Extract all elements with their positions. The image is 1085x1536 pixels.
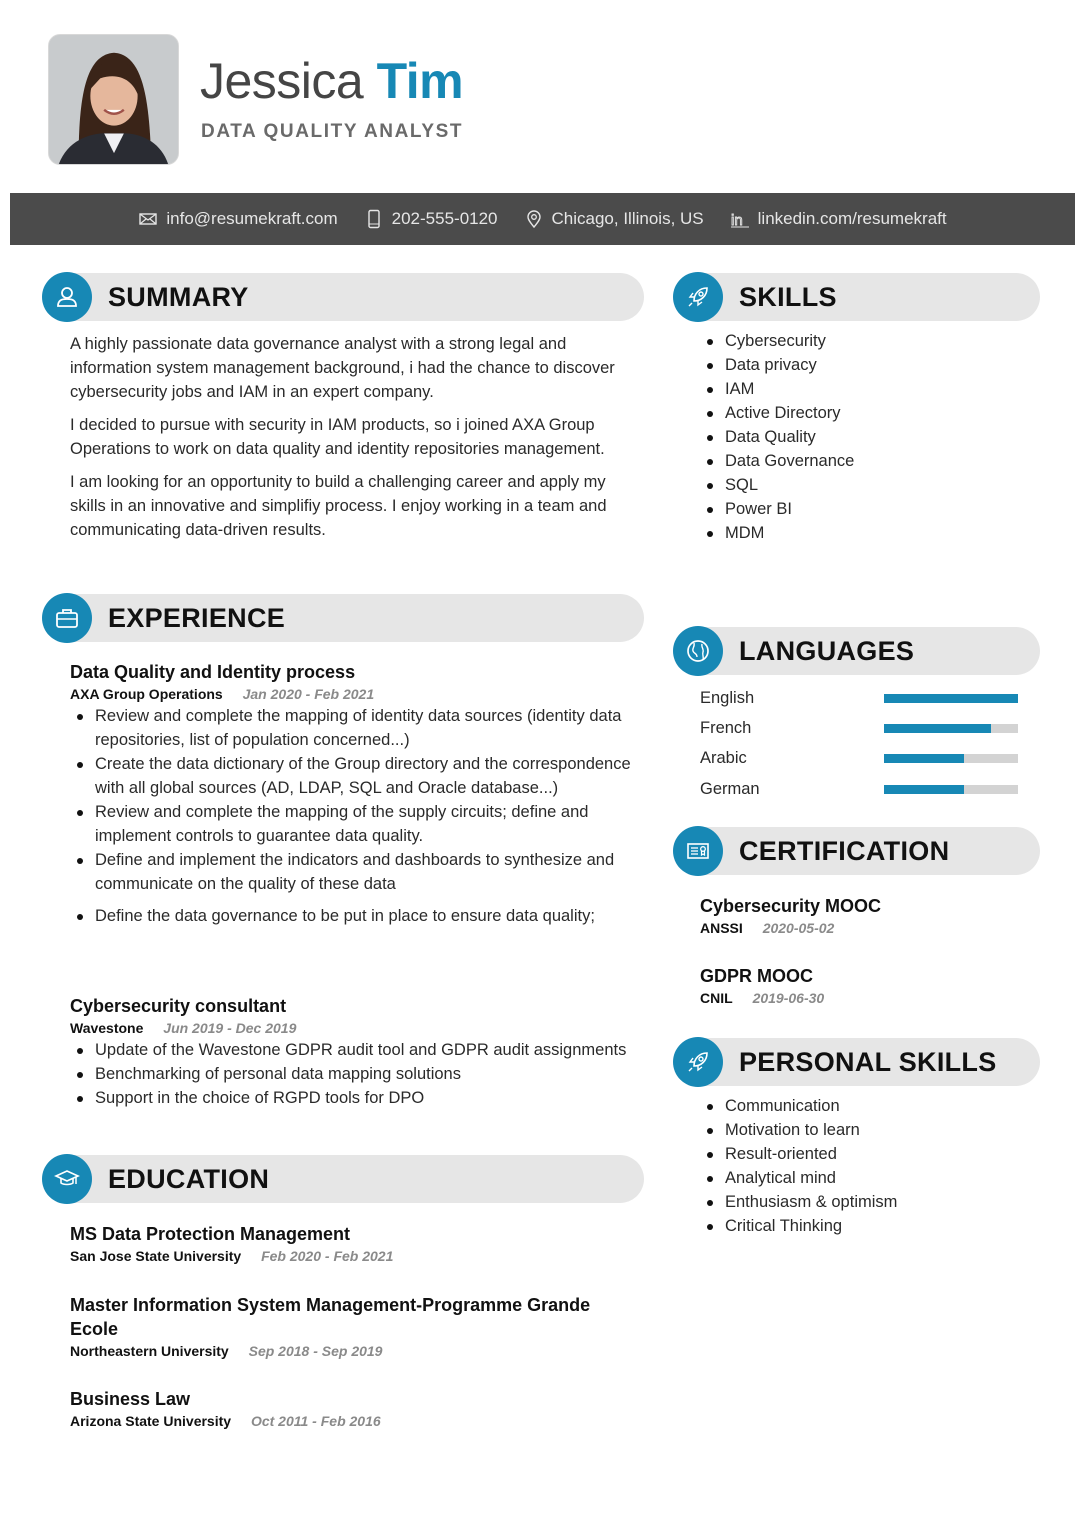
job-entry: [70, 994, 640, 1110]
certification-meta: [700, 988, 1030, 1008]
language-level-bar: [884, 785, 1018, 794]
education-entry: [70, 1293, 630, 1361]
certification-date: 2020-05-02: [762, 920, 835, 936]
language-level-bar: [884, 694, 1018, 703]
skill-item: Power BI: [700, 497, 1030, 521]
linkedin-icon: [730, 209, 750, 229]
location-text: Chicago, Illinois, US: [551, 209, 704, 228]
job-bullet: Review and complete the mapping of the supply circuits; define and implement controls to guarantee data quality.: [70, 800, 640, 848]
skills-list: [700, 329, 1030, 545]
certification-date: 2019-06-30: [752, 990, 825, 1006]
contact-linkedin[interactable]: [730, 209, 947, 229]
certification-title: Cybersecurity MOOC: [700, 896, 882, 916]
language-row: [700, 683, 1020, 713]
education-entry: [70, 1222, 630, 1266]
language-name: Arabic: [700, 748, 747, 767]
skill-item: Data Governance: [700, 449, 1030, 473]
job-bullet: Review and complete the mapping of identity data sources (identity data repositories, list of population concerned...): [70, 704, 640, 752]
contact-location: [524, 209, 704, 229]
language-level-fill: [884, 754, 964, 763]
experience-heading: EXPERIENCE: [108, 602, 286, 633]
language-level-fill: [884, 785, 964, 794]
certification-section-header: [675, 827, 1040, 875]
briefcase-icon: [42, 593, 92, 643]
language-row: [700, 743, 1020, 773]
education-dates: Sep 2018 - Sep 2019: [248, 1343, 383, 1359]
school-name: San Jose State University: [70, 1248, 242, 1264]
globe-icon: [673, 626, 723, 676]
skill-item: Active Directory: [700, 401, 1030, 425]
personal-skill-item: Motivation to learn: [700, 1118, 1030, 1142]
envelope-icon: [138, 209, 158, 229]
certification-issuer: CNIL: [700, 990, 733, 1006]
candidate-name: [200, 52, 463, 110]
education-meta: [70, 1341, 630, 1361]
contact-email[interactable]: [138, 209, 337, 229]
job-bullet: Update of the Wavestone GDPR audit tool and GDPR audit assignments: [70, 1038, 640, 1062]
summary-paragraph: I am looking for an opportunity to build a challenging career and apply my skills in an innovative and simplifiy process. I enjoy working in a team and communicating data-driven results.: [70, 473, 607, 539]
job-bullet: Benchmarking of personal data mapping solutions: [70, 1062, 640, 1086]
school-name: Arizona State University: [70, 1413, 232, 1429]
experience-section-header: [44, 594, 644, 642]
summary-paragraph: I decided to pursue with security in IAM products, so i joined AXA Group Operations to work on data quality and identity repositories management.: [70, 416, 605, 458]
graduation-cap-icon: [42, 1154, 92, 1204]
language-level-fill: [884, 694, 1018, 703]
skills-section-header: [675, 273, 1040, 321]
language-name: French: [700, 718, 752, 737]
education-dates: Oct 2011 - Feb 2016: [250, 1413, 381, 1429]
language-name: German: [700, 779, 760, 798]
skill-item: MDM: [700, 521, 1030, 545]
job-meta: [70, 684, 640, 704]
education-section-header: [44, 1155, 644, 1203]
language-row: [700, 774, 1020, 804]
education-heading: EDUCATION: [108, 1163, 270, 1194]
rocket-icon: [673, 272, 723, 322]
certification-meta: [700, 918, 1030, 938]
personal-skills-list: [700, 1094, 1030, 1238]
languages-section-header: [675, 627, 1040, 675]
svg-text:in: in: [730, 212, 743, 229]
personal-skills-section-header: [675, 1038, 1040, 1086]
last-name: Tim: [376, 53, 464, 109]
education-dates: Feb 2020 - Feb 2021: [261, 1248, 394, 1264]
job-bullets: [70, 1038, 640, 1110]
personal-skill-item: Critical Thinking: [700, 1214, 1030, 1238]
job-position: Data Quality and Identity process: [70, 662, 356, 682]
summary-heading: SUMMARY: [108, 281, 249, 312]
education-entry: [70, 1387, 630, 1431]
contact-phone[interactable]: [364, 209, 498, 229]
skill-item: Data Quality: [700, 425, 1030, 449]
skills-heading: SKILLS: [739, 281, 837, 312]
skill-item: SQL: [700, 473, 1030, 497]
personal-skill-item: Result-oriented: [700, 1142, 1030, 1166]
job-company: Wavestone: [70, 1020, 144, 1036]
degree-name: Business Law: [70, 1389, 191, 1409]
contact-bar: [10, 193, 1075, 245]
portrait-image: [49, 35, 178, 164]
phone-text: 202-555-0120: [391, 209, 498, 228]
email-text: info@resumekraft.com: [166, 209, 338, 228]
job-position: Cybersecurity consultant: [70, 996, 287, 1016]
language-level-bar: [884, 724, 1018, 733]
summary-text: [70, 332, 635, 551]
summary-paragraph: A highly passionate data governance analyst with a strong legal and information system management background, i had the chance to discover cybersecurity jobs and IAM in an expert company.: [70, 335, 615, 401]
job-bullets: [70, 704, 640, 928]
summary-section-header: [44, 273, 644, 321]
job-bullet: Support in the choice of RGPD tools for DPO: [70, 1086, 640, 1110]
job-bullet: Create the data dictionary of the Group directory and the correspondence with all global sources (AD, LDAP, SQL and Oracle database...): [70, 752, 640, 800]
user-icon: [42, 272, 92, 322]
skill-item: Data privacy: [700, 353, 1030, 377]
language-row: [700, 713, 1020, 743]
job-bullet: Define and implement the indicators and dashboards to synthesize and communicate on the quality of these data: [70, 848, 640, 896]
certification-entry: [700, 894, 1030, 938]
certification-title: GDPR MOOC: [700, 966, 814, 986]
education-meta: [70, 1411, 630, 1431]
certification-heading: CERTIFICATION: [739, 835, 950, 866]
degree-name: Master Information System Management-Programme Grande Ecole: [70, 1295, 591, 1339]
location-pin-icon: [524, 209, 544, 229]
language-level-fill: [884, 724, 991, 733]
phone-icon: [364, 209, 384, 229]
job-meta: [70, 1018, 640, 1038]
school-name: Northeastern University: [70, 1343, 229, 1359]
job-dates: Jun 2019 - Dec 2019: [163, 1020, 297, 1036]
profile-photo: [48, 34, 179, 165]
skill-item: IAM: [700, 377, 1030, 401]
personal-skill-item: Analytical mind: [700, 1166, 1030, 1190]
job-entry: [70, 660, 640, 928]
languages-heading: LANGUAGES: [739, 635, 915, 666]
certification-issuer: ANSSI: [700, 920, 743, 936]
rocket-icon: [673, 1037, 723, 1087]
degree-name: MS Data Protection Management: [70, 1224, 351, 1244]
personal-skill-item: Enthusiasm & optimism: [700, 1190, 1030, 1214]
certificate-icon: [673, 826, 723, 876]
job-company: AXA Group Operations: [70, 686, 223, 702]
linkedin-text: linkedin.com/resumekraft: [757, 209, 947, 228]
job-bullet: Define the data governance to be put in place to ensure data quality;: [70, 904, 640, 928]
first-name: Jessica: [200, 53, 364, 109]
certification-entry: [700, 964, 1030, 1008]
language-level-bar: [884, 754, 1018, 763]
job-dates: Jan 2020 - Feb 2021: [242, 686, 375, 702]
education-meta: [70, 1246, 630, 1266]
skill-item: Cybersecurity: [700, 329, 1030, 353]
personal-skills-heading: PERSONAL SKILLS: [739, 1046, 997, 1077]
job-title: DATA QUALITY ANALYST: [201, 121, 464, 142]
personal-skill-item: Communication: [700, 1094, 1030, 1118]
language-name: English: [700, 688, 755, 707]
